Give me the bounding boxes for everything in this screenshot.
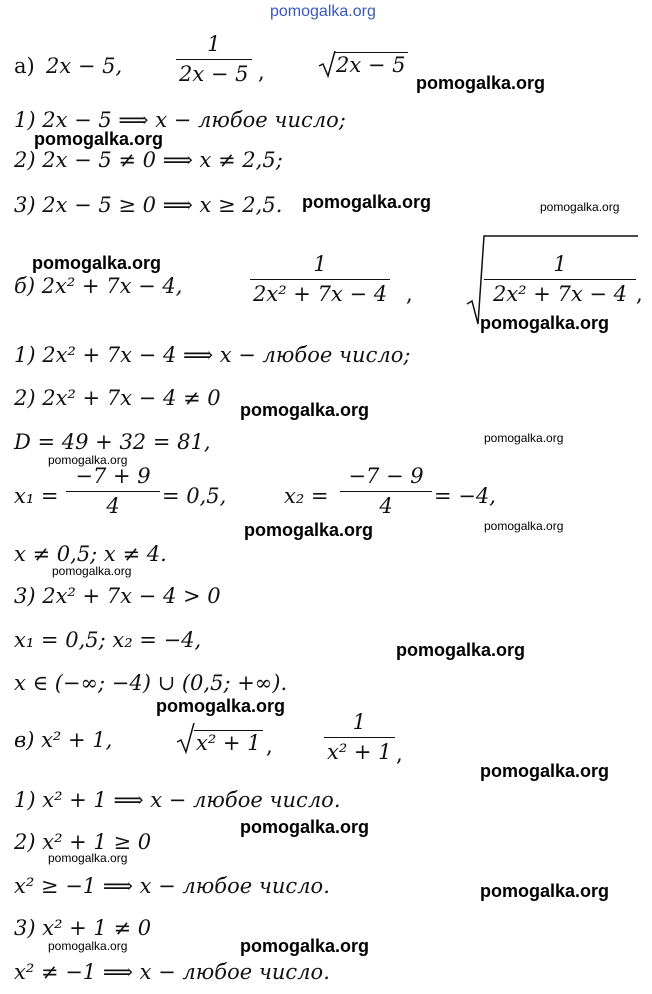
part-b-roots: x₁ = 0,5; x₂ = −4, [14,628,202,652]
watermark: pomogalka.org [416,73,546,93]
watermark-small: pomogalka.org [52,564,132,578]
part-c-sqrt-radicand: x² + 1 [196,731,261,755]
part-c-fraction-denominator: x² + 1 [327,740,392,764]
watermark: pomogalka.org [34,129,164,149]
watermark: pomogalka.org [156,696,286,716]
watermark-small: pomogalka.org [540,200,620,214]
part-b-head: б) 2x² + 7x − 4, [14,274,183,298]
part-b-sqrt-numerator: 1 [553,252,567,276]
part-c-sqrt [176,730,263,754]
part-b-neq: x ≠ 0,5; x ≠ 4. [14,542,167,566]
watermark: pomogalka.org [240,400,370,420]
part-b-x2-numerator: −7 − 9 [348,464,424,488]
watermark: pomogalka.org [480,761,610,781]
fraction-bar [66,491,160,492]
part-c-fraction [324,712,395,763]
part-b-x1-right: = 0,5, [162,484,227,508]
part-c-frac-comma: , [396,742,403,766]
watermark-small: pomogalka.org [48,851,128,865]
part-b-fraction-denominator: 2x² + 7x − 4 [253,282,388,306]
watermark-small: pomogalka.org [48,939,128,953]
part-b-x1-left: x₁ = [14,484,59,508]
part-b-interval: x ∈ (−∞; −4) ∪ (0,5; +∞). [14,671,288,695]
watermark: pomogalka.org [240,817,370,837]
watermark: pomogalka.org [32,253,162,273]
watermark-top: pomogalka.org [270,3,376,20]
watermark: pomogalka.org [480,881,610,901]
part-c-line-2: 2) x² + 1 ≥ 0 [14,830,152,854]
part-b-x1-denominator: 4 [106,494,120,518]
watermark-small: pomogalka.org [48,453,128,467]
watermark-small: pomogalka.org [484,431,564,445]
part-a-line-3: 3) 2x − 5 ≥ 0 ⟹ x ≥ 2,5. [14,193,283,217]
part-b-sqrt-denominator: 2x² + 7x − 4 [492,282,628,306]
part-c-line-3: 3) x² + 1 ≠ 0 [14,916,152,940]
part-a-fraction-numerator: 1 [207,32,221,56]
part-b-x1-numerator: −7 + 9 [75,464,151,488]
radical-sign-icon [176,722,196,754]
radical-sign-icon [318,50,336,78]
part-a-fraction [176,34,252,85]
fraction-bar [324,737,395,738]
part-b-fraction-numerator: 1 [313,252,327,276]
part-b-sqrt-comma: , [636,282,643,306]
part-c-head: в) x² + 1, [14,728,113,752]
part-b-discriminant: D = 49 + 32 = 81, [14,430,211,454]
part-b-x2-left: x₂ = [284,484,329,508]
part-c-line-2b: x² ≥ −1 ⟹ x − любое число. [14,874,330,898]
part-a-sqrt-radicand: 2x − 5 [336,53,406,77]
watermark: pomogalka.org [480,313,610,333]
watermark: pomogalka.org [302,192,432,212]
part-c-line-3b: x² ≠ −1 ⟹ x − любое число. [14,960,330,984]
part-a-sqrt [318,52,408,76]
part-b-line-1: 1) 2x² + 7x − 4 ⟹ x − любое число; [14,343,411,367]
watermark-small: pomogalka.org [484,519,564,533]
part-a-line-1: 1) 2x − 5 ⟹ x − любое число; [14,108,346,132]
part-a-fraction-denominator: 2x − 5 [179,62,249,86]
fraction-bar [340,491,432,492]
part-c-line-1: 1) x² + 1 ⟹ x − любое число. [14,788,341,812]
watermark: pomogalka.org [244,520,374,540]
part-b-line-3: 3) 2x² + 7x − 4 > 0 [14,584,221,608]
part-b-sqrt-fraction [484,254,636,305]
part-a-comma: , [258,60,265,84]
fraction-bar [484,279,636,280]
fraction-bar [176,59,252,60]
part-b-line-2: 2) 2x² + 7x − 4 ≠ 0 [14,386,221,410]
part-c-fraction-numerator: 1 [352,710,366,734]
fraction-bar [250,279,390,280]
part-b-fraction [250,254,390,305]
part-b-x2-fraction [340,466,432,517]
part-a-expr: 2x − 5, [46,54,123,78]
part-b-x2-denominator: 4 [379,494,393,518]
watermark: pomogalka.org [240,936,370,956]
part-b-x1-fraction [66,466,160,517]
part-a-line-2: 2) 2x − 5 ≠ 0 ⟹ x ≠ 2,5; [14,148,283,172]
part-b-x2-right: = −4, [434,484,496,508]
watermark: pomogalka.org [396,640,526,660]
part-c-comma: , [266,734,273,758]
part-b-comma: , [406,282,413,306]
part-a-label: а) [14,54,35,78]
